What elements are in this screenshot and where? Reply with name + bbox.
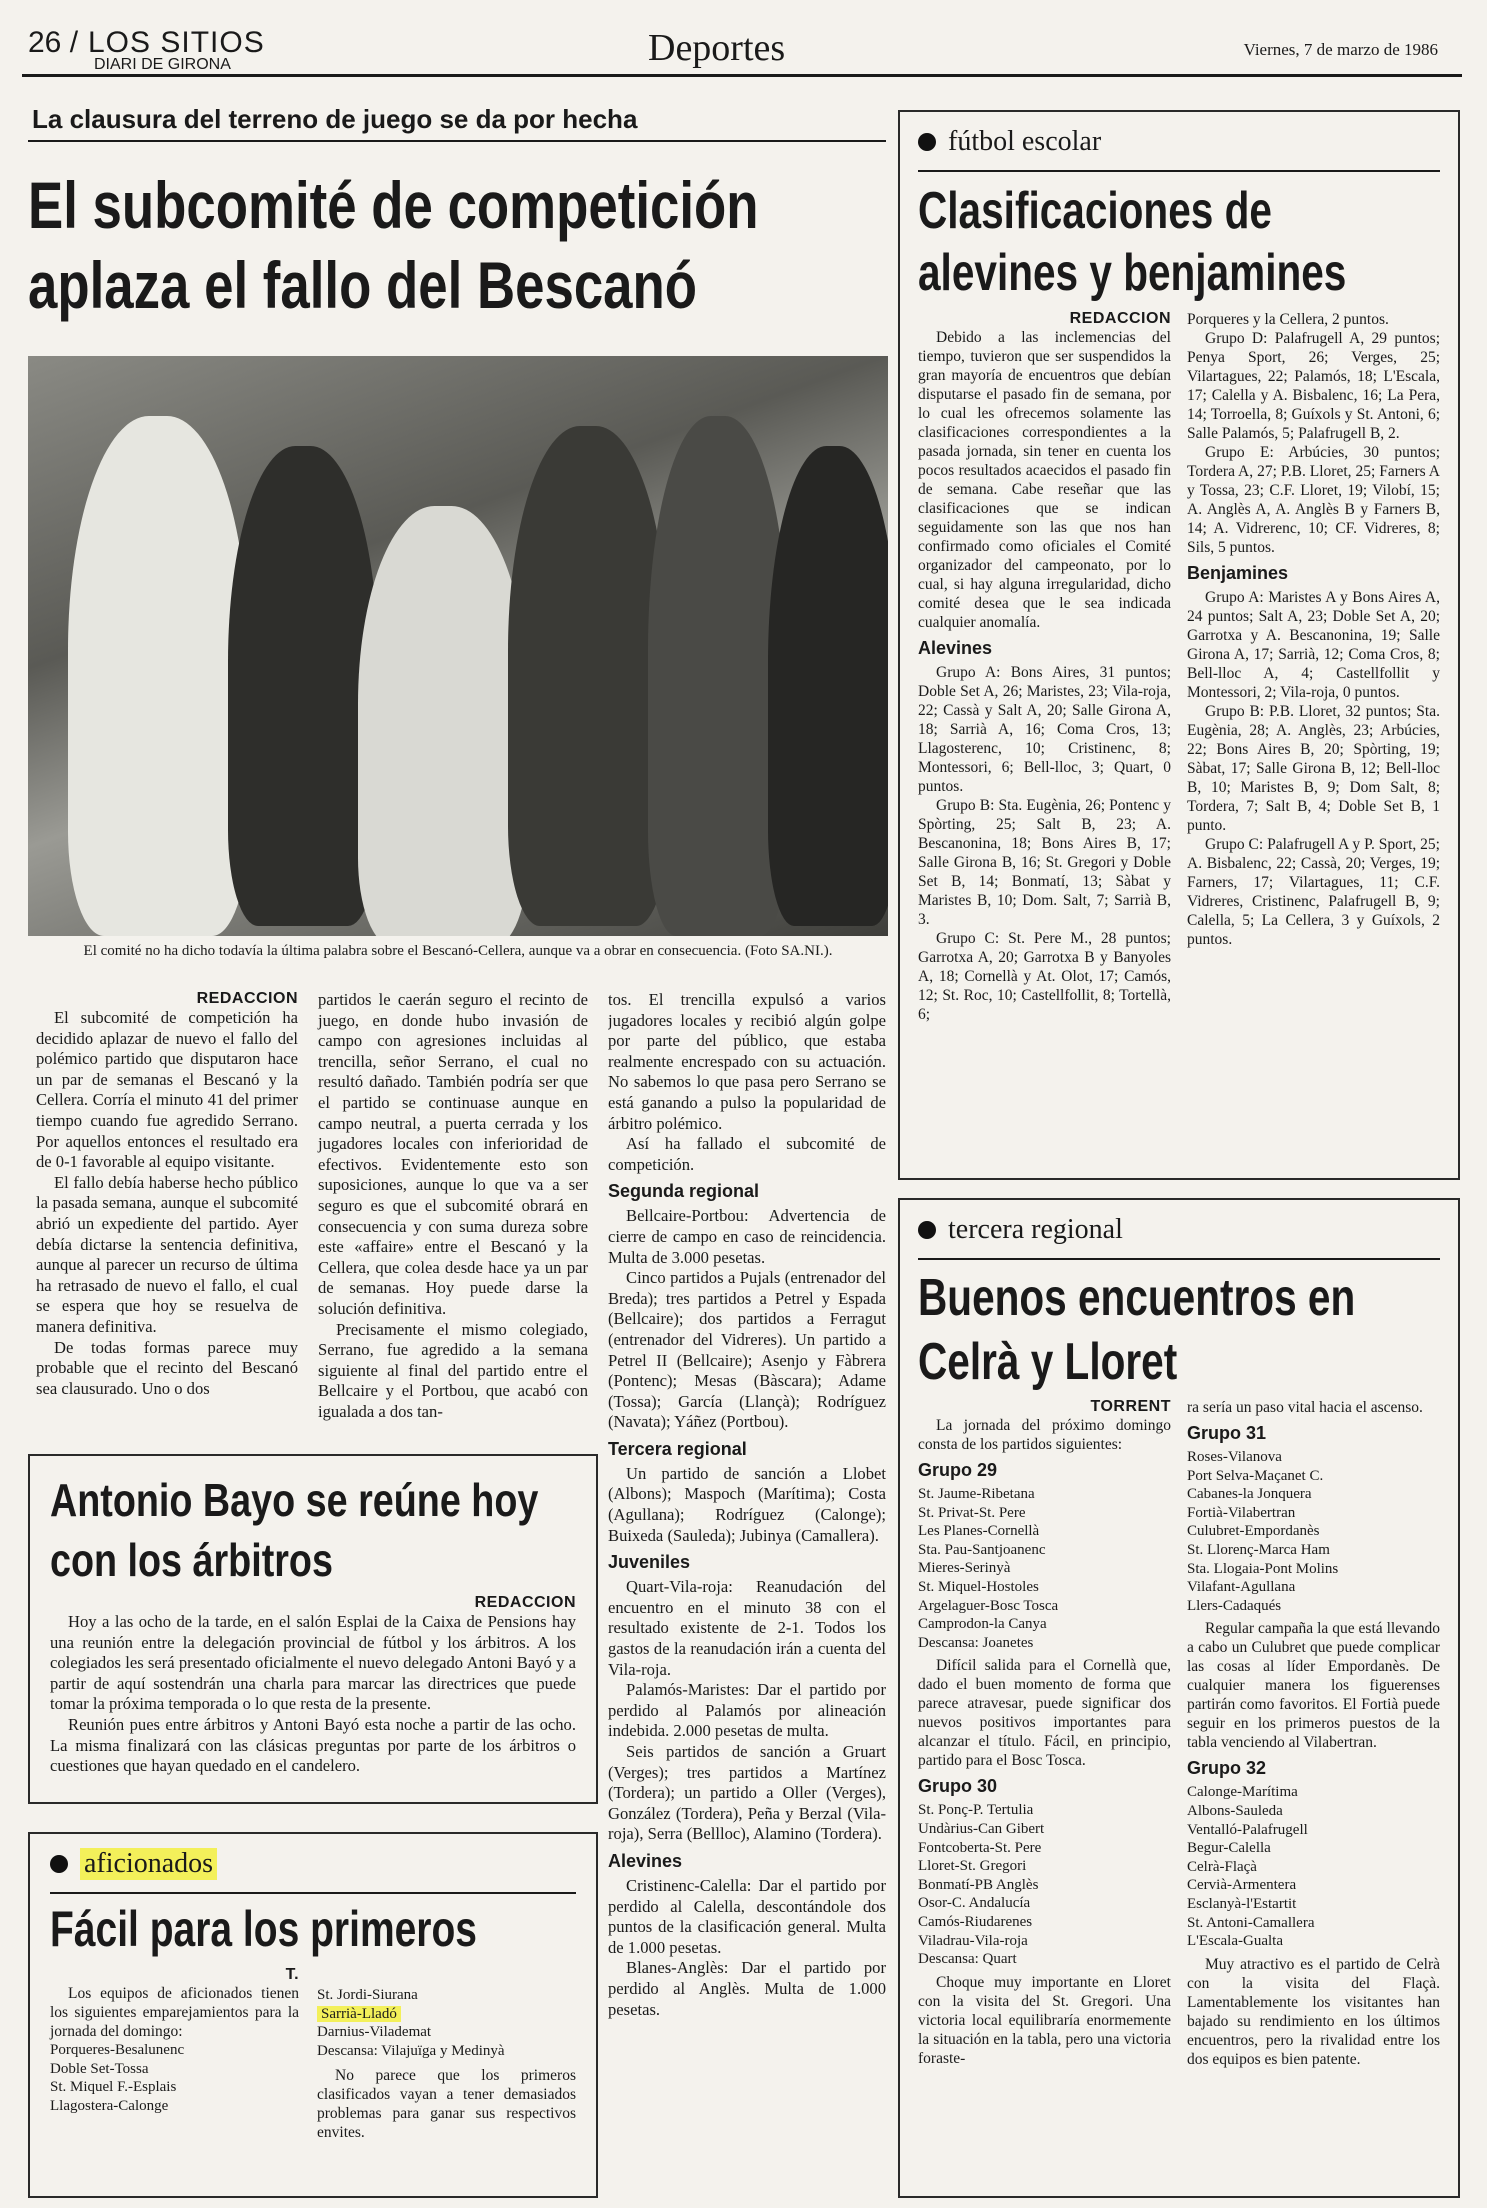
list-item: Camprodon-la Canya <box>918 1616 1047 1633</box>
paragraph: Debido a las inclemencias del tiempo, tuvieron que ser suspendidos la gran mayoría de encuentros que debían disputarse el pasado fin de semana, por lo cual les ofrecemos solamente las clasificaciones correspondientes a la pasada jornada, sin tener en cuenta los pocos resultados acaecidos el pasado fin de semana. Cabe reseñar que las clasificaciones que se indican seguidamente son las que nos han confirmado como oficiales el Comité organizador del campeonato, por lo cual, si hay alguna irregularidad, dicho comité desea que le sea indicada cualquier anomalía. <box>918 329 1171 631</box>
bayo-headline-line-2: con los árbitros <box>50 1534 333 1586</box>
paragraph: Grupo C: Palafrugell A y P. Sport, 25; A. Bisbalenc, 22; Cassà, 20; Verges, 19; Farners, 17; Vilartagues, 11; C.F. Vidreres, Cristinenc, Palafrugell B, 9; Calella, 5; La Cellera, 3 y Guíxols, 2 puntos. <box>1187 836 1440 948</box>
list-item: Sarrià-Lladó <box>317 2005 576 2024</box>
lead-column-2 <box>318 990 588 1422</box>
list-item: Darnius-Vilademat <box>317 2024 432 2041</box>
paragraph: Seis partidos de sanción a Gruart (Verges); tres partidos a Martínez (Tordera); un partido a Oller (Verges), González (Tordera), Peña y Berzal (Vila-roja), Serra (Bellloc), Alamino (Tordera). <box>608 1742 886 1844</box>
paragraph: Grupo E: Arbúcies, 30 puntos; Tordera A, 27; P.B. Lloret, 25; Farners A y Tossa, 23; C.F. Lloret, 19; Vilobí, 15; A. Anglès A, A. Anglès B y Farners B, 14; A. Vidrerenc, 10; CF. Vidreres, 8; Sils, 5 puntos. <box>1187 444 1440 556</box>
tercera-headline-line-1: Buenos encuentros en <box>918 1269 1356 1327</box>
tercera-box <box>898 1198 1460 2198</box>
page-number: 26 / <box>28 26 79 59</box>
paragraph: Grupo A: Maristes A y Bons Aires A, 24 puntos; Salt A, 23; Doble Set A, 20; Garrotxa y A. Bescanonina, 19; Salle Girona A, 17; Sarrià, 12; Coma Cros, 8; Bell-lloc A, 4; Castellfollit y Montessori, 2; Vila-roja, 0 puntos. <box>1187 589 1440 701</box>
list-item: Ventalló-Palafrugell <box>1187 1821 1308 1838</box>
escolar-columns <box>918 310 1440 1024</box>
paragraph: Reunión pues entre árbitros y Antoni Bayó esta noche a partir de las ocho. La misma finalizará con las clásicas preguntas por parte de los árbitros o cuestiones que hayan quedado en el candelero. <box>50 1714 576 1776</box>
list-item: Culubret-Empordanès <box>1187 1523 1320 1540</box>
paragraph: La jornada del próximo domingo consta de los partidos siguientes: <box>918 1417 1171 1453</box>
list-item: Descansa: Vilajuïga y Medinyà <box>317 2042 505 2059</box>
paragraph: Porqueres y la Cellera, 2 puntos. <box>1187 311 1389 328</box>
issue-date: Viernes, 7 de marzo de 1986 <box>1243 40 1438 59</box>
paragraph: El subcomité de competición ha decidido aplazar de nuevo el fallo del polémico partido que disputaron hace un par de semanas el Bescanó y la Cellera. Corría el minuto 41 del primer tiempo cuando fue agredido Serrano. Por aquellos entonces el resultado era de 0-1 favorable al equipo visitante. <box>36 1008 298 1172</box>
escolar-tag <box>918 126 1440 158</box>
subhead-segunda: Segunda regional <box>608 1181 760 1202</box>
paragraph: Grupo D: Palafrugell A, 29 puntos; Penya Sport, 26; Verges, 25; Vilartagues, 22; Palamós, 18; L'Escala, 17; Calella y A. Bisbalenc, 16; La Pera, 14; Torroella, 8; Guíxols y St. Antoni, 6; Salle Palamós, 5; Palafrugell B, 2. <box>1187 330 1440 442</box>
aficionados-tag <box>50 1848 576 1880</box>
paragraph: Un partido de sanción a Llobet (Albons); Maspoch (Marítima); Costa (Agullana); Rodríguez (Calonge); Buixeda (Sauleda); Jubinya (Camallera). <box>608 1463 886 1545</box>
photo-caption: El comité no ha dicho todavía la última palabra sobre el Bescanó-Cellera, aunque va a obrar en consecuencia. (Foto SA.NI.). <box>83 943 833 959</box>
paragraph: Regular campaña la que está llevando a cabo un Culubret que puede complicar las cosas al líder Empordanès. De cualquier manera los figuerenses partirán como favoritos. El Fortià puede seguir en los primeros puestos de la tabla venciendo al Vilabertran. <box>1187 1620 1440 1752</box>
paragraph: Grupo B: Sta. Eugènia, 26; Pontenc y Spòrting, 25; Salt B, 23; A. Bescanonina, 18; Bons Aires B, 17; Salle Girona B, 16; St. Gregori y Doble Set B, 14; Bonmatí, 13; Sàbat y Maristes B, 10; Dom. Salt, 7; Sarrià B, 3. <box>918 797 1171 928</box>
list-item: Esclanyà-l'Estartit <box>1187 1895 1297 1912</box>
paper-name: LOS SITIOS <box>88 26 265 59</box>
paragraph: Bellcaire-Portbou: Advertencia de cierre de campo en caso de reincidencia. Multa de 3.000 pesetas. <box>608 1206 886 1267</box>
aficionados-col-1 <box>50 1966 299 2142</box>
paragraph: Los equipos de aficionados tienen los siguientes emparejamientos para la jornada del domingo: <box>50 1985 300 2040</box>
headline-line-2: aplaza el fallo del Bescanó <box>28 248 698 322</box>
list-item: St. Ponç-P. Tertulia <box>918 1802 1034 1819</box>
paragraph: No parece que los primeros clasificados vayan a tener demasiados problemas para ganar sus respectivos envites. <box>317 2067 576 2142</box>
escolar-col-2 <box>1187 310 1440 1024</box>
lead-byline: REDACCION <box>196 990 298 1007</box>
tercera-columns <box>918 1398 1440 2069</box>
tercera-col-2 <box>1187 1398 1440 2069</box>
list-item: Sta. Llogaia-Pont Molins <box>1187 1560 1339 1577</box>
paragraph: Grupo A: Bons Aires, 31 puntos; Doble Set A, 26; Maristes, 23; Vila-roja, 22; Cassà y Salt A, 20; Salle Girona A, 18; Sarrià A, 16; Coma Cros, 13; Llagosterenc, 10; Cristinenc, 8; Montessori, 6; Bell-lloc, 3; Quart, 0 puntos. <box>918 664 1171 795</box>
bayo-byline: REDACCION <box>474 1594 576 1611</box>
bullet-icon <box>918 133 936 151</box>
list-item: Argelaguer-Bosc Tosca <box>918 1597 1059 1614</box>
lead-photo <box>28 356 888 936</box>
list-item: Osor-C. Andalucía <box>918 1895 1031 1912</box>
bayo-box <box>28 1454 598 1804</box>
paragraph: Precisamente el mismo colegiado, Serrano, fue agredido a la semana siguiente al final del partido entre el Bellcaire y el Portbou, que acabó con igualada a dos tan- <box>318 1319 588 1421</box>
list-item: Llers-Cadaqués <box>1187 1597 1282 1614</box>
list-item: St. Jaume-Ribetana <box>918 1486 1035 1502</box>
masthead-rule <box>22 74 1462 77</box>
list-item: St. Jordi-Siurana <box>317 1987 418 2003</box>
tag-rule <box>918 1258 1440 1260</box>
subhead-benjamines: Benjamines <box>1187 563 1289 583</box>
list-item: Camós-Riudarenes <box>918 1913 1033 1930</box>
list-item: Lloret-St. Gregori <box>918 1858 1027 1875</box>
list-item: Bonmatí-PB Anglès <box>918 1876 1039 1893</box>
section-name: Deportes <box>648 27 786 69</box>
subhead-tercera: Tercera regional <box>608 1438 747 1459</box>
tercera-headline <box>918 1266 1440 1398</box>
sanctions-column <box>608 990 886 2190</box>
paragraph: Cinco partidos a Pujals (entrenador del Breda); tres partidos a Petrel y Espada (Bellcaire); dos partidos a Ferragut (entrenador del Vidreres). Un partido a Petrel II (Bellcaire); Asenjo y Fàbrera (Pontenc); Mesas (Bàscara); Adame (Tossa); García (Llançà); Rodríguez (Navata); Yáñez (Portbou). <box>608 1268 886 1432</box>
list-item: Viladrau-Vila-roja <box>918 1932 1028 1949</box>
tercera-tag-label: tercera regional <box>948 1214 1123 1245</box>
aficionados-byline: T. <box>285 1966 300 1983</box>
aficionados-headline: Fácil para los primeros <box>50 1901 478 1957</box>
list-item: Porqueres-Besalunenc <box>50 2042 185 2058</box>
bullet-icon <box>918 1221 936 1239</box>
paragraph: Grupo C: St. Pere M., 28 puntos; Garrotxa A, 20; Garrotxa B y Banyoles A, 18; Cornellà y At. Olot, 17; Camós, 12; St. Roc, 10; Castellfollit, 8; Tortellà, 6; <box>918 930 1171 1023</box>
subhead-grupo-29: Grupo 29 <box>918 1460 998 1480</box>
paragraph: De todas formas parece muy probable que el recinto del Bescanó sea clausurado. Uno o dos <box>36 1337 298 1398</box>
tercera-byline: TORRENT <box>1090 1398 1171 1415</box>
aficionados-col-2 <box>317 1966 576 2142</box>
lead-headline <box>28 165 888 335</box>
paragraph: Muy atractivo es el partido de Celrà con la visita del Flaçà. Lamentablemente los visitantes han bajado su rendimiento en los últimos encuentros, pero la rivalidad entre los dos equipos es bien patente. <box>1187 1955 1440 2068</box>
tercera-tag <box>918 1214 1440 1246</box>
list-item: Descansa: Quart <box>918 1951 1017 1968</box>
masthead <box>28 26 1458 76</box>
list-item: Mieres-Serinyà <box>918 1560 1011 1577</box>
list-item: Fortià-Vilabertran <box>1187 1504 1296 1521</box>
paragraph: Blanes-Anglès: Dar el partido por perdido al Anglès. Multa de 1.000 pesetas. <box>608 1958 886 2019</box>
list-item: St. Miquel-Hostoles <box>918 1578 1039 1595</box>
matches-list-a <box>50 2041 299 2115</box>
list-item: Celrà-Flaçà <box>1187 1858 1257 1875</box>
lead-kicker: La clausura del terreno de juego se da por hecha <box>32 104 638 134</box>
escolar-box <box>898 110 1460 1180</box>
list-item: Begur-Calella <box>1187 1840 1271 1857</box>
lead-col2-text <box>318 990 588 1422</box>
list-item: St. Miquel F.-Esplais <box>50 2079 177 2096</box>
tag-rule <box>50 1892 576 1894</box>
list-item: Fontcoberta-St. Pere <box>918 1839 1042 1856</box>
list-item: Les Planes-Cornellà <box>918 1523 1040 1540</box>
paragraph: Hoy a las ocho de la tarde, en el salón Esplai de la Caixa de Pensions hay una reunión entre la delegación provincial de fútbol y los árbitros. A los colegiados les será presentado oficialmente el nuevo delegado Antoni Bayó y a partir de aquí sostendrán una charla para marcar las directrices que puede tomar la próxima temporada o lo que resta de la presente. <box>50 1612 576 1714</box>
aficionados-box <box>28 1832 598 2198</box>
tag-rule <box>918 170 1440 172</box>
paragraph: partidos le caerán seguro el recinto de juego, en donde hubo invasión de campo con agresiones incluidas al trencilla, señor Serrano, el cual no resultó dañado. También podría ser que el partido se continuase aunque en campo neutral, a puerta cerrada y los jugadores locales con inferioridad de efectivos. Evidentemente esto son suposiciones, aunque lo que va a ser seguro es que el subcomité obrará en consecuencia y con suma dureza sobre este «affaire» entre el Bescanó y la Cellera, que colea desde hace ya un par de semanas. Hoy puede darse la solución definitiva. <box>318 990 588 1318</box>
subhead-juveniles: Juveniles <box>608 1552 691 1573</box>
paragraph: Choque muy importante en Lloret con la visita del St. Gregori. Una victoria local equilibraría enormemente la situación en la tabla, pero una victoria foraste- <box>918 1973 1171 2067</box>
subhead-alevines: Alevines <box>918 638 993 658</box>
lead-column-1 <box>36 990 298 1399</box>
subhead-alevines: Alevines <box>608 1850 683 1871</box>
paragraph: Así ha fallado el subcomité de competición. <box>608 1134 886 1174</box>
list-item: St. Llorenç-Marca Ham <box>1187 1541 1330 1558</box>
paragraph: Palamós-Maristes: Dar el partido por perdido al Palamós por alineación indebida. 2.000 pesetas de multa. <box>608 1680 886 1741</box>
grupo-31-list <box>1187 1448 1440 1615</box>
grupo-30-list <box>918 1801 1171 1968</box>
grupo-29-list <box>918 1485 1171 1652</box>
lead-col1-text <box>36 1008 298 1399</box>
escolar-headline <box>918 180 1440 310</box>
list-item: Doble Set-Tossa <box>50 2060 149 2077</box>
subhead-grupo-31: Grupo 31 <box>1187 1423 1267 1443</box>
list-item: Cabanes-la Jonquera <box>1187 1486 1312 1503</box>
list-item: Llagostera-Calonge <box>50 2097 169 2114</box>
grupo-32-list <box>1187 1783 1440 1950</box>
list-item: St. Privat-St. Pere <box>918 1504 1026 1521</box>
paragraph: Grupo B: P.B. Lloret, 32 puntos; Sta. Eugènia, 28; A. Anglès, 23; Arbúcies, 22; Bons Aires B, 20; Spòrting, 19; Sàbat, 17; Salle Girona B, 12; Bell-lloc B, 10; Maristes B, 9; Dom Salt, 8; Tordera, 7; Salt B, 4; Doble Set B, 1 punto. <box>1187 703 1440 834</box>
list-item: Descansa: Joanetes <box>918 1634 1034 1651</box>
paragraph: Quart-Vila-roja: Reanudación del encuentro en el minuto 38 con el resultado existente de 2-1. Todos los gastos de la reanudación irán a cuenta del Vila-roja. <box>608 1577 886 1679</box>
list-item: Roses-Vilanova <box>1187 1449 1282 1465</box>
tercera-col-1 <box>918 1398 1171 2069</box>
list-item: Albons-Sauleda <box>1187 1802 1283 1819</box>
list-item: L'Escala-Gualta <box>1187 1933 1283 1950</box>
matches-list-b <box>317 1986 576 2060</box>
tercera-headline-line-2: Celrà y Lloret <box>918 1333 1178 1391</box>
aficionados-columns <box>50 1966 576 2142</box>
escolar-headline-line-1: Clasificaciones de <box>918 182 1272 240</box>
aficionados-tag-label: aficionados <box>80 1848 217 1880</box>
list-item: Vilafant-Agullana <box>1187 1579 1296 1596</box>
bayo-headline-line-1: Antonio Bayo se reúne hoy <box>50 1474 539 1526</box>
list-item: Port Selva-Maçanet C. <box>1187 1467 1324 1484</box>
escolar-col-1 <box>918 310 1171 1024</box>
paper-subtitle: DIARI DE GIRONA <box>94 56 231 73</box>
escolar-byline: REDACCION <box>1069 310 1171 327</box>
list-item: St. Antoni-Camallera <box>1187 1914 1315 1931</box>
paragraph: ra sería un paso vital hacia el ascenso. <box>1187 1399 1423 1416</box>
bullet-icon <box>50 1855 68 1873</box>
escolar-tag-label: fútbol escolar <box>948 126 1102 157</box>
subhead-grupo-32: Grupo 32 <box>1187 1758 1267 1779</box>
escolar-headline-line-2: alevines y benjamines <box>918 244 1347 302</box>
subhead-grupo-30: Grupo 30 <box>918 1776 998 1797</box>
list-item: Cervià-Armentera <box>1187 1877 1297 1894</box>
paragraph: Cristinenc-Calella: Dar el partido por perdido al Calella, descontándole dos puntos de la clasificación general. Multa de 1.000 pesetas. <box>608 1875 886 1957</box>
list-item: Undàrius-Can Gibert <box>918 1820 1045 1837</box>
list-item: Sta. Pau-Santjoanenc <box>918 1541 1046 1558</box>
list-item: Calonge-Marítima <box>1187 1784 1298 1801</box>
kicker-rule <box>28 140 886 142</box>
headline-line-1: El subcomité de competición <box>28 168 759 242</box>
paragraph: El fallo debía haberse hecho público la pasada semana, aunque el subcomité abrió un expediente del partido. Ayer debía dictarse la sentencia definitiva, aunque al parecer un recurso de última ha retrasado de nuevo el fallo, el cual se espera que hoy se resuelva de manera definitiva. <box>36 1172 298 1336</box>
paragraph: tos. El trencilla expulsó a varios jugadores locales y recibió algún golpe por parte del público, que estaba realmente encrespado con su actuación. No sabemos lo que pasa pero Serrano se está ganando a pulso la popularidad de árbitro polémico. <box>608 990 886 1133</box>
paragraph: Difícil salida para el Cornellà que, dado el buen momento de forma que parece atravesar, puede significar dos nuevos positivos importantes para alcanzar el título. Fácil, en principio, partido para el Bosc Tosca. <box>918 1657 1171 1770</box>
